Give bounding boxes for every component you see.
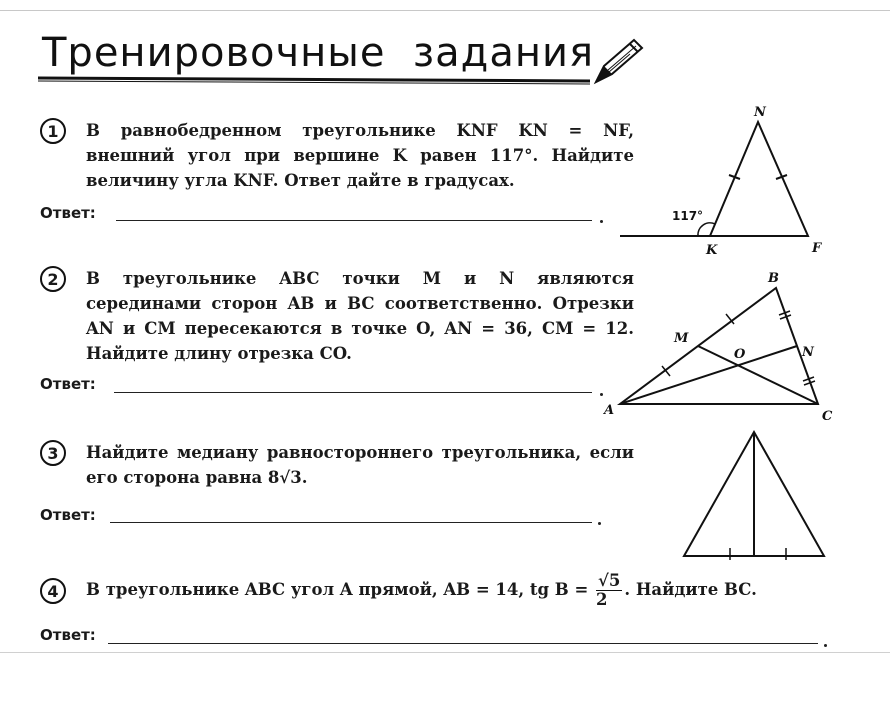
task-text [86, 572, 826, 609]
vertex-label-f: F [812, 241, 822, 256]
fraction [596, 572, 622, 609]
task-2 [40, 266, 640, 376]
vertex-label-a: A [604, 403, 615, 418]
vertex-label-k: K [706, 243, 718, 258]
task-number: 4 [40, 578, 66, 604]
answer-line-3[interactable] [110, 522, 592, 523]
header [30, 26, 670, 96]
task-3 [40, 440, 640, 500]
point-label-o: O [734, 347, 746, 362]
fraction-numerator: √5 [598, 571, 621, 590]
angle-label: 117° [672, 209, 704, 223]
figure-1-triangle-knf [610, 100, 840, 260]
title-underline [30, 26, 670, 96]
point-label-m: M [674, 331, 689, 346]
task-1 [40, 118, 640, 198]
answer-line-1[interactable] [116, 220, 592, 221]
task-text-end: . Найдите BC. [624, 580, 757, 599]
figure-3-equilateral-triangle [676, 424, 836, 564]
fraction-denominator: 2 [596, 590, 608, 609]
task-4 [40, 571, 830, 622]
task-text-start: В треугольнике ABC угол A прямой, AB = 14, tg B = [86, 580, 595, 599]
vertex-label-c: C [822, 409, 833, 424]
vertex-label-b: B [768, 271, 779, 286]
task-number: 2 [40, 266, 66, 292]
answer-label-4: Ответ: [40, 626, 96, 644]
answer-line-4[interactable] [108, 643, 818, 644]
answer-dot [600, 220, 603, 223]
vertex-label-n: N [754, 105, 766, 120]
answer-dot [598, 522, 601, 525]
answer-dot [824, 644, 827, 647]
task-number: 3 [40, 440, 66, 466]
answer-label-3: Ответ: [40, 506, 96, 524]
task-text: В равнобедренном треугольнике KNF KN = NF, внешний угол при вершине K равен 117°. Найдите величину угла KNF. Ответ дайте в градусах. [86, 121, 634, 190]
bottom-border [0, 652, 890, 653]
answer-label-1: Ответ: [40, 204, 96, 222]
task-text: Найдите медиану равностороннего треугольника, если его сторона равна 8√3. [86, 443, 634, 487]
answer-line-2[interactable] [114, 392, 592, 393]
page-title: Тренировочные задания [42, 30, 595, 76]
figure-2-triangle-abc [596, 268, 846, 428]
task-text: В треугольнике ABC точки M и N являются серединами сторон AB и BC соответственно. Отрезки AN и CM пересекаются в точке O, AN = 36, CM = 12. Найдите длину отрезка CO. [86, 269, 634, 363]
point-label-n: N [802, 345, 814, 360]
answer-label-2: Ответ: [40, 375, 96, 393]
pencil-icon [596, 40, 642, 82]
task-number: 1 [40, 118, 66, 144]
top-border [0, 10, 890, 11]
